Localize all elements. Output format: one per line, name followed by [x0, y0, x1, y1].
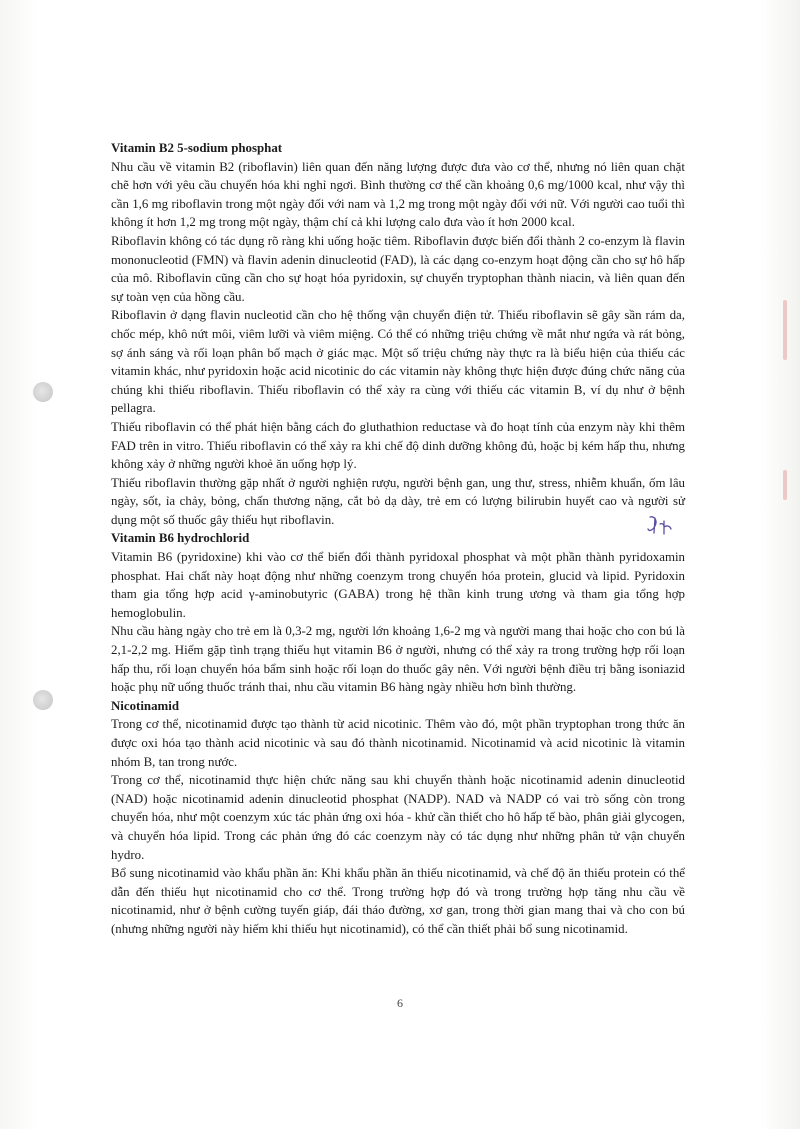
paragraph: Nhu cầu về vitamin B2 (riboflavin) liên quan đến năng lượng được đưa vào cơ thể, nhưng nó liên quan chặt chẽ hơn với yêu cầu chuyển hóa khi nghỉ ngơi. Bình thường cơ thể cần khoảng 0,6 mg/1000 kcal, như vậy thì cần 1,6 mg riboflavin trong một ngày đối với nam và 1,2 mg trong một ngày đối với nữ. Với người cao tuổi thì không ít hơn 1,2 mg trong một ngày, thậm chí cả khi lượng calo đưa vào ít hơn 2000 kcal. [111, 159, 685, 230]
paragraph: Bổ sung nicotinamid vào khẩu phần ăn: Khi khẩu phần ăn thiếu nicotinamid, và chế độ ăn thiếu protein có thể dẫn đến thiếu hụt nicotinamid cho cơ thể. Trong trường hợp đó và trong trường hợp tăng nhu cầu về nicotinamid, như ở bệnh cường tuyến giáp, đái tháo đường, xơ gan, trong thời gian mang thai và cho con bú (nhưng những người này hiếm khi thiếu hụt nicotinamid), có thể cần thiết phải bổ sung nicotinamid. [111, 866, 685, 936]
handwritten-initial-icon [646, 514, 674, 536]
page-number: 6 [397, 996, 403, 1010]
paragraph: Nhu cầu hàng ngày cho trẻ em là 0,3-2 mg, người lớn khoảng 1,6-2 mg và người mang thai hoặc cho con bú là 2,1-2,2 mg. Hiếm gặp tình trạng thiếu hụt vitamin B6 ở người, nhưng có thể xảy ra trong trường hợp rối loạn hấp thu, rối loạn chuyển hóa bẩm sinh hoặc rối loạn do thuốc gây nên. Với người bệnh điều trị bằng isoniazid hoặc phụ nữ uống thuốc tránh thai, nhu cầu vitamin B6 hàng ngày nhiều hơn bình thường. [111, 624, 685, 695]
edge-stain [783, 300, 787, 360]
section-title-vitamin-b2: Vitamin B2 5-sodium phosphat [111, 141, 283, 155]
edge-stain [783, 470, 787, 500]
paragraph: Riboflavin ở dạng flavin nucleotid cần cho hệ thống vận chuyển điện tử. Thiếu riboflavin sẽ gây sần rám da, chốc mép, khô nứt môi, viêm lưỡi và viêm miệng. Có thể có những triệu chứng về mắt như ngứa và rát bỏng, sợ ánh sáng và rối loạn phân bố mạch ở giác mạc. Một số triệu chứng này thực ra là biểu hiện của thiếu các vitamin khác, như pyridoxin hoặc acid nicotinic do các vitamin này không thực hiện được đúng chức năng của chúng khi thiếu riboflavin. Thiếu riboflavin có thể xảy ra cùng với thiếu các vitamin B, ví dụ như ở bệnh pellagra. [111, 308, 685, 416]
paragraph: Thiếu riboflavin có thể phát hiện bằng cách đo gluthathion reductase và đo hoạt tính của enzym này khi thêm FAD trên in vitro. Thiếu riboflavin có thể xảy ra khi chế độ dinh dưỡng không đủ, hoặc bị kém hấp thu, nhưng không xảy ở những người khoẻ ăn uống hợp lý. [111, 419, 685, 472]
paragraph: Trong cơ thể, nicotinamid được tạo thành từ acid nicotinic. Thêm vào đó, một phần tryptophan trong thức ăn được oxi hóa tạo thành acid nicotinic và sau đó thành nicotinamid. Nicotinamid và acid nicotinic là vitamin nhóm B, tan trong nước. [111, 717, 685, 769]
section-title-vitamin-b6: Vitamin B6 hydrochlorid [111, 531, 250, 546]
paragraph: Vitamin B6 (pyridoxine) khi vào cơ thể biến đổi thành pyridoxal phosphat và một phần thành pyridoxamin phosphat. Hai chất này hoạt động như những coenzym trong chuyển hóa protein, glucid và lipid. Pyridoxin tham gia tổng hợp acid γ-aminobutyric (GABA) trong hệ thần kinh trung ương và tham gia tổng hợp hemoglobulin. [111, 550, 685, 620]
punch-hole [33, 690, 53, 710]
document-body [111, 139, 685, 939]
paragraph: Trong cơ thể, nicotinamid thực hiện chức năng sau khi chuyển thành hoặc nicotinamid adenin dinucleotid (NAD) hoặc nicotinamid adenin dinucleotid phosphat (NADP). NAD và NADP có vai trò sống còn trong chuyển hóa, như một coenzym xúc tác phản ứng oxi hóa - khử cần thiết cho hô hấp tế bào, phân giải glycogen, và chuyển hóa lipid. Trong các phản ứng đó các coenzym này có tác dụng như những phân tử vận chuyển hydro. [111, 773, 685, 862]
punch-hole [33, 382, 53, 402]
paragraph: Thiếu riboflavin thường gặp nhất ở người nghiện rượu, người bệnh gan, ung thư, stress, nhiễm khuẩn, ốm lâu ngày, sốt, ỉa chảy, bỏng, chấn thương nặng, cắt bỏ dạ dày, trẻ em có lượng bilirubin huyết cao và người sử dụng một số thuốc gây thiếu hụt riboflavin. [111, 475, 685, 527]
paragraph: Riboflavin không có tác dụng rõ ràng khi uống hoặc tiêm. Riboflavin được biến đổi thành 2 co-enzym là flavin mononucleotid (FMN) và flavin adenin dinucleotid (FAD), là các dạng co-enzym hoạt động cần cho sự hô hấp của mô. Riboflavin cũng cần cho sự hoạt hóa pyridoxin, sự chuyển tryptophan thành niacin, và liên quan đến sự toàn vẹn của hồng cầu. [111, 233, 685, 304]
section-title-nicotinamid: Nicotinamid [111, 698, 180, 713]
